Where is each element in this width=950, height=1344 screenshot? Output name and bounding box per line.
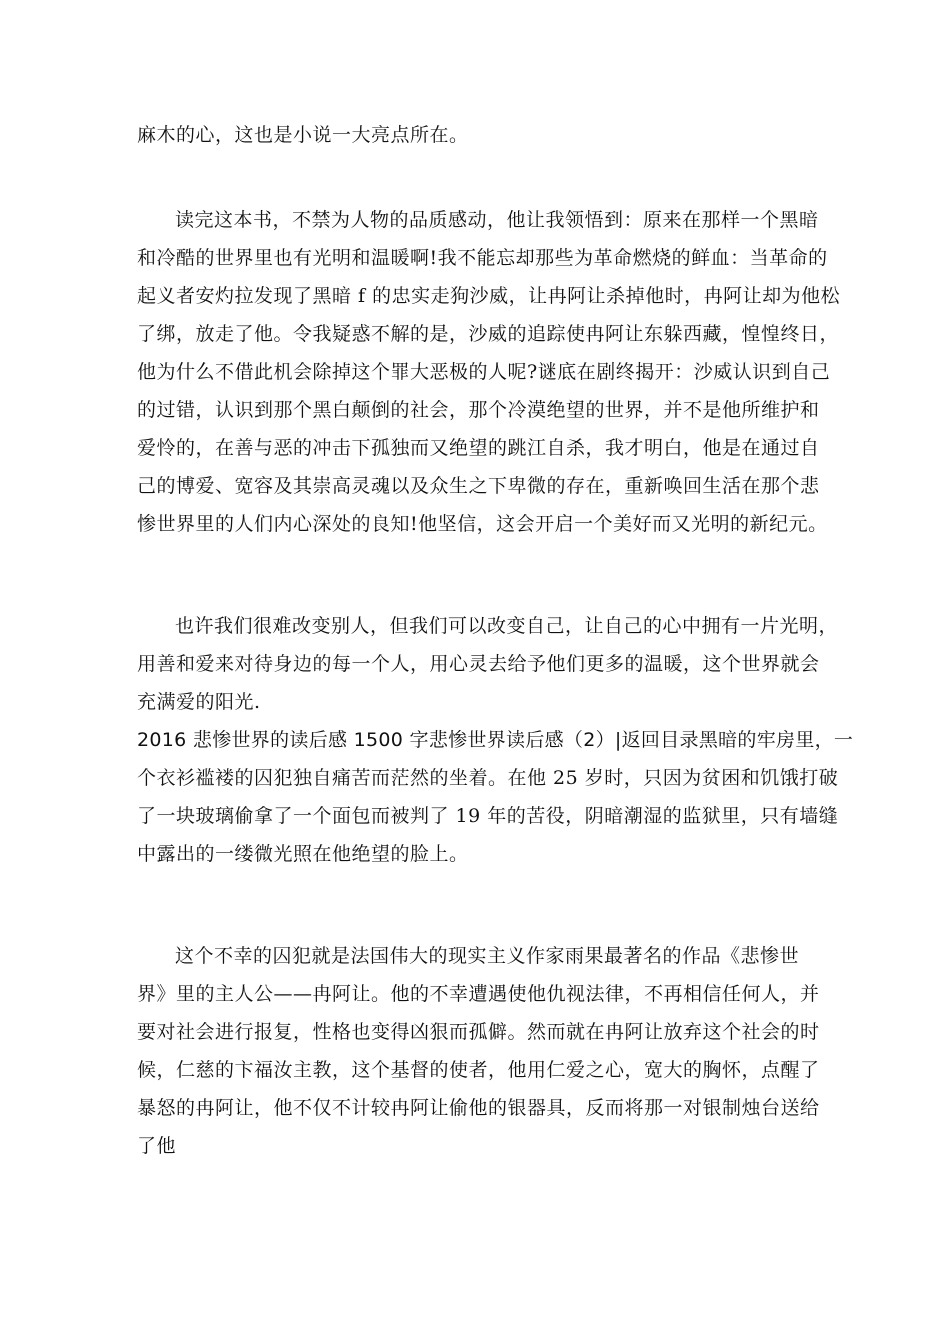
- text-line: 也许我们很难改变别人，但我们可以改变自己，让自己的心中拥有一片光明，: [175, 615, 839, 637]
- text-line: 爱怜的，在善与恶的冲击下孤独而又绝望的跳江自杀，我才明白，他是在通过自: [137, 437, 820, 459]
- text-line: 这个不幸的囚犯就是法国伟大的现实主义作家雨果最著名的作品《悲惨世: [175, 945, 800, 967]
- text-line: 中露出的一缕微光照在他绝望的脸上。: [137, 843, 469, 865]
- text-line: 要对社会进行报复，性格也变得凶狠而孤僻。然而就在冉阿让放弃这个社会的时: [137, 1021, 820, 1043]
- text-line: 起义者安灼拉发现了黑暗 f 的忠实走狗沙威，让冉阿让杀掉他时，冉阿让却为他松: [137, 285, 841, 307]
- text-line: 己的博爱、宽容及其崇高灵魂以及众生之下卑微的存在，重新唤回生活在那个悲: [137, 475, 820, 497]
- text-line: 他为什么不借此机会除掉这个罪大恶极的人呢?谜底在剧终揭开：沙威认识到自己: [137, 361, 831, 383]
- text-line: 暴怒的冉阿让，他不仅不计较冉阿让偷他的银器具，反而将那一对银制烛台送给: [137, 1097, 820, 1119]
- text-line: 界》里的主人公——冉阿让。他的不幸遭遇使他仇视法律，不再相信任何人，并: [137, 983, 820, 1005]
- text-line: 了一块玻璃偷拿了一个面包而被判了 19 年的苦役，阴暗潮湿的监狱里，只有墙缝: [137, 805, 839, 827]
- text-line: 充满爱的阳光.: [137, 691, 261, 713]
- text-line: 个衣衫褴褛的囚犯独自痛苦而茫然的坐着。在他 25 岁时，只因为贫困和饥饿打破: [137, 767, 839, 789]
- text-line: 候，仁慈的卞福汝主教，这个基督的使者，他用仁爱之心，宽大的胸怀，点醒了: [137, 1059, 820, 1081]
- text-line: 了绑，放走了他。令我疑惑不解的是，沙威的追踪使冉阿让东躲西藏，惶惶终日，: [137, 323, 840, 345]
- text-line: 麻木的心，这也是小说一大亮点所在。: [137, 124, 469, 146]
- text-line: 惨世界里的人们内心深处的良知!他坚信，这会开启一个美好而又光明的新纪元。: [137, 513, 828, 535]
- text-line: 了他: [137, 1135, 177, 1157]
- text-line: 和冷酷的世界里也有光明和温暖啊!我不能忘却那些为革命燃烧的鲜血：当革命的: [137, 247, 828, 269]
- text-line: 的过错，认识到那个黑白颠倒的社会，那个冷漠绝望的世界，并不是他所维护和: [137, 399, 820, 421]
- text-line: 2016 悲惨世界的读后感 1500 字悲惨世界读后感（2）|返回目录黑暗的牢房里，一: [137, 729, 854, 751]
- text-line: 用善和爱来对待身边的每一个人，用心灵去给予他们更多的温暖，这个世界就会: [137, 653, 820, 675]
- text-line: 读完这本书，不禁为人物的品质感动，他让我领悟到：原来在那样一个黑暗: [175, 209, 819, 231]
